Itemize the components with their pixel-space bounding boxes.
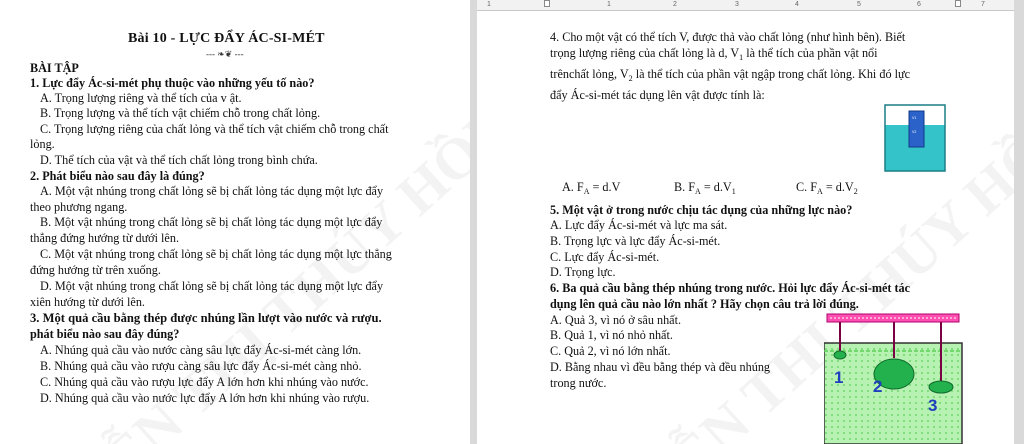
question-5-stem: 5. Một vật ở trong nước chịu tác dụng của những lực nào?: [550, 203, 853, 217]
question-5-option-b: B. Trọng lực và lực đẩy Ác-si-mét.: [550, 234, 721, 248]
question-1-option-a: A. Trọng lượng riêng và thể tích của v ật.: [40, 91, 242, 105]
question-2-option-b-cont: thẳng đứng hướng từ dưới lên.: [30, 231, 179, 245]
question-6-option-a: A. Quả 3, vì nó ở sâu nhất.: [550, 313, 682, 327]
question-1-option-c-cont: lỏng.: [30, 137, 55, 151]
question-6-stem-cont: dụng lên quả cầu nào lớn nhất ? Hãy chọn câu trả lời đúng.: [550, 297, 859, 311]
question-3-option-d: D. Nhúng quả cầu vào nước lực đẩy A lớn hơn khi nhúng vào rượu.: [40, 391, 370, 405]
ball-3-label: 3: [928, 396, 938, 415]
question-2-option-a: A. Một vật nhúng trong chất lỏng sẽ bị chất lỏng tác dụng một lực đẩy: [40, 184, 384, 198]
question-4-option-c: C. $F_A = d.V_2$: [796, 180, 858, 196]
question-1-stem: 1. Lực đẩy Ác-si-mét phụ thuộc vào những yếu tố nào?: [30, 76, 315, 90]
ball-2-label: 2: [873, 377, 883, 396]
ruler-number: 7: [981, 1, 985, 8]
lesson-title: Bài 10 - LỰC ĐẨY ÁC-SI-MÉT: [128, 31, 325, 46]
question-1-option-b: B. Trọng lượng và thể tích vật chiếm chỗ trong chất lỏng.: [40, 106, 321, 120]
question-2-option-d: D. Một vật nhúng trong chất lỏng sẽ bị chất lỏng tác dụng một lực đẩy: [40, 279, 384, 293]
ruler-number: 4: [795, 1, 799, 8]
question-6-stem: 6. Ba quả cầu bằng thép nhúng trong nước. Hỏi lực đẩy Ác-si-mét tác: [550, 281, 911, 295]
question-4-line-3: trênchất lỏng, $V_2$ là thể tích của phần vật ngập trong chất lỏng. Khi đó lực: [550, 67, 911, 83]
question-3-stem: 3. Một quả cầu bằng thép được nhúng lần lượt vào nước và rượu.: [30, 311, 382, 325]
ruler-right-indent-marker[interactable]: [955, 0, 961, 7]
ruler-number: 5: [857, 1, 861, 8]
document-page-right: [477, 0, 1014, 444]
question-5-option-d: D. Trọng lực.: [550, 265, 616, 279]
question-2-option-c: C. Một vật nhúng trong chất lỏng sẽ bị chất lỏng tác dụng một lực thẳng: [40, 247, 392, 261]
ruler-number: 1: [607, 1, 611, 8]
question-5-option-c: C. Lực đẩy Ác-si-mét.: [550, 250, 660, 264]
question-4-option-b: B. $F_A = d.V_1$: [674, 180, 736, 196]
figure-label-v2: V2: [912, 130, 917, 134]
ruler-number: 1: [487, 1, 491, 8]
question-4-option-a: A. $F_A = d.V$: [562, 180, 621, 196]
question-4-line-4: đẩy Ác-si-mét tác dụng lên vật được tính là:: [550, 88, 765, 102]
section-heading: BÀI TẬP: [30, 61, 79, 75]
question-6-option-d-cont: trong nước.: [550, 376, 607, 390]
question-6-option-b: B. Quả 1, vì nó nhỏ nhất.: [550, 328, 673, 342]
ball-3: [929, 381, 953, 393]
question-3-option-c: C. Nhúng quả cầu vào rượu lực đẩy A lớn hơn khi nhúng vào nước.: [40, 375, 369, 389]
question-4-line-1: 4. Cho một vật có thể tích V, được thả vào chất lỏng (như hình bên). Biết: [550, 30, 906, 44]
question-3-stem-cont: phát biểu nào sau đây đúng?: [30, 327, 180, 341]
question-2-option-d-cont: xiên hướng từ dưới lên.: [30, 295, 145, 309]
question-4-line-2: trọng lượng riêng của chất lỏng là d, $V_1$ là thể tích của phần vật nổi: [550, 46, 878, 62]
figure-label-v1: V1: [912, 116, 917, 120]
horizontal-ruler[interactable]: [477, 0, 1014, 11]
question-6-option-c: C. Quả 2, vì nó lớn nhất.: [550, 344, 671, 358]
ruler-left-indent-marker[interactable]: [544, 0, 550, 7]
floating-object-figure: [880, 103, 950, 175]
question-2-option-a-cont: theo phương ngang.: [30, 200, 128, 214]
title-ornament: --- ❧❦ ---: [206, 49, 244, 59]
ruler-number: 3: [735, 1, 739, 8]
question-2-stem: 2. Phát biểu nào sau đây là đúng?: [30, 169, 205, 183]
ball-1: [834, 351, 846, 359]
question-2-option-b: B. Một vật nhúng trong chất lỏng sẽ bị chất lỏng tác dụng một lực đẩy: [40, 215, 383, 229]
document-page-left: [0, 0, 470, 444]
question-6-option-d: D. Bằng nhau vì đều bằng thép và đều nhúng: [550, 360, 771, 374]
question-2-option-c-cont: đứng hướng từ trên xuống.: [30, 263, 161, 277]
ruler-number: 2: [673, 1, 677, 8]
question-3-option-a: A. Nhúng quả cầu vào nước càng sâu lực đẩy Ác-si-mét càng lớn.: [40, 343, 362, 357]
question-5-option-a: A. Lực đẩy Ác-si-mét và lực ma sát.: [550, 218, 728, 232]
question-1-option-c: C. Trọng lượng riêng của chất lỏng và thể tích vật chiếm chỗ trong chất: [40, 122, 389, 136]
three-balls-figure: [824, 311, 964, 444]
question-1-option-d: D. Thể tích của vật và thể tích chất lỏng trong bình chứa.: [40, 153, 318, 167]
question-3-option-b: B. Nhúng quả cầu vào rượu càng sâu lực đẩy Ác-si-mét càng nhỏ.: [40, 359, 362, 373]
ruler-number: 6: [917, 1, 921, 8]
ball-1-label: 1: [834, 368, 844, 387]
